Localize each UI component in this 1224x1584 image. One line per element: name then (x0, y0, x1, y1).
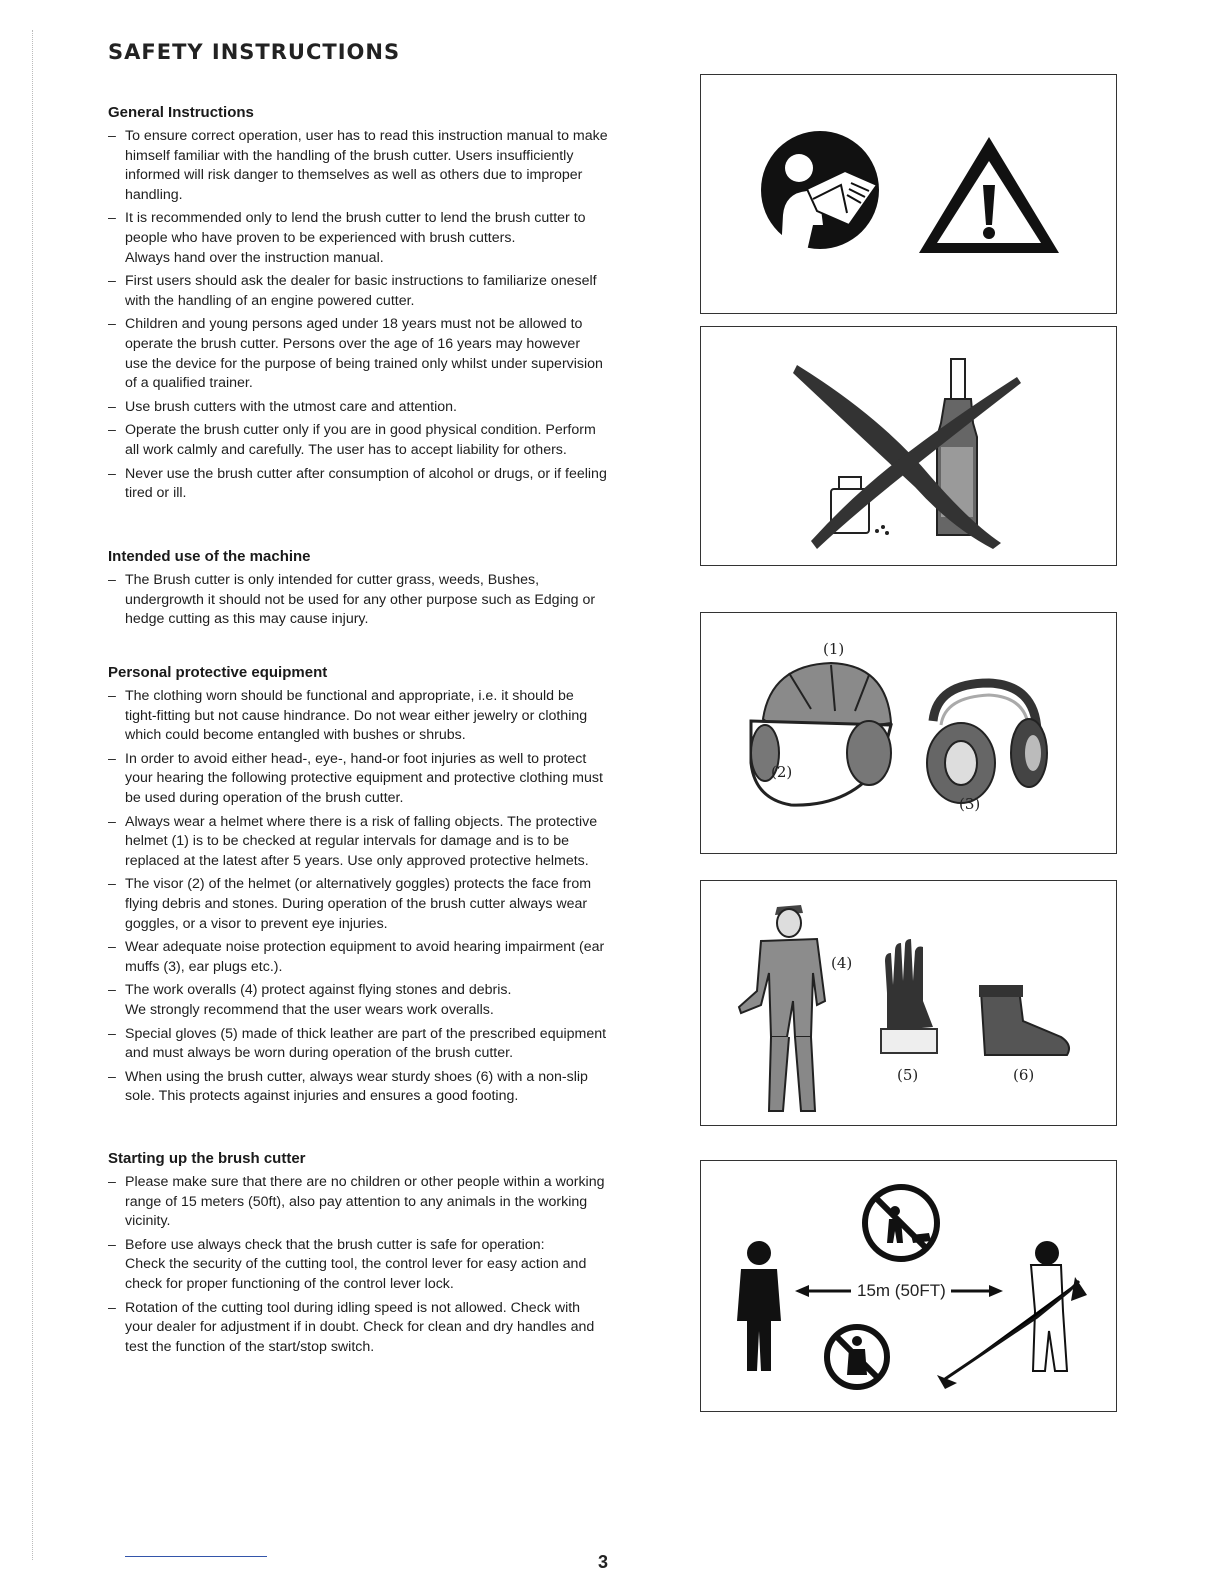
instruction-item (108, 981, 678, 1020)
bullet-dash: – (108, 465, 116, 482)
gloves-label: (5) (897, 1066, 919, 1084)
instruction-line: Always wear a helmet where there is a risk of falling objects. The protective (125, 813, 598, 830)
instruction-line: sole. This protects against injuries and ensures a good footing. (125, 1088, 519, 1105)
instruction-item (108, 209, 678, 268)
shoes-label: (6) (1013, 1066, 1035, 1084)
read-manual-icon (761, 131, 879, 253)
instruction-line: muffs (3), ear plugs etc.). (125, 958, 283, 975)
instruction-item (108, 938, 678, 977)
instruction-line: The Brush cutter is only intended for cutter grass, weeds, Bushes, (125, 572, 540, 588)
bullet-dash: – (108, 1068, 116, 1085)
instruction-item (108, 398, 678, 418)
instruction-line: Before use always check that the brush cutter is safe for operation: (125, 1236, 545, 1253)
instruction-item (108, 875, 678, 934)
bullet-dash: – (108, 813, 116, 830)
instruction-line: replaced at the latest after 5 years. Use only approved protective helmets. (125, 852, 589, 869)
instruction-line: First users should ask the dealer for basic instructions to familiarize oneself (125, 273, 597, 290)
instruction-line: your hearing the following protective equipment and protective clothing must (125, 770, 603, 787)
bullet-dash: – (108, 1299, 116, 1316)
instruction-line: be used during operation of the brush cutter. (125, 789, 404, 806)
instruction-line: range of 15 meters (50ft), also pay attention to any animals in the working (125, 1193, 588, 1210)
instruction-line: himself familiar with the handling of the brush cutter. Users insufficiently (125, 147, 574, 164)
instruction-line: undergrowth it should not be used for any other purpose such as Edging or (125, 591, 596, 608)
section-heading: General Instructions (108, 104, 254, 121)
instruction-line: To ensure correct operation, user has to read this instruction manual to make (125, 128, 608, 144)
instruction-line: of a qualified trainer. (125, 375, 253, 392)
bullet-dash: – (108, 876, 116, 893)
instruction-item (108, 1236, 678, 1295)
instruction-line: which could become entangled with bushes or shrubs. (125, 727, 466, 744)
instruction-line: operate the brush cutter. Persons over the age of 16 years may however (125, 335, 581, 352)
helmet-label: (1) (823, 640, 845, 658)
instruction-line: In order to avoid either head-, eye-, hand-or foot injuries as well to protect (125, 750, 587, 767)
bullet-dash: – (108, 750, 116, 767)
prohibition-cross-icon (793, 365, 1021, 549)
bullet-dash: – (108, 572, 116, 588)
bullet-dash: – (108, 398, 116, 415)
earmuffs-icon (927, 683, 1047, 803)
instruction-line: Operate the brush cutter only if you are in good physical condition. Perform (125, 422, 596, 439)
instruction-line: Special gloves (5) made of thick leather are part of the prescribed equipment (125, 1025, 607, 1042)
bullet-dash: – (108, 688, 116, 704)
instruction-line: The clothing worn should be functional and appropriate, i.e. it should be (125, 688, 574, 704)
instruction-line: helmet (1) is to be checked at regular intervals for damage and is to be (125, 833, 569, 850)
instruction-line: tired or ill. (125, 485, 187, 502)
figure-no-alcohol-drugs (700, 326, 1117, 566)
page-number: 3 (598, 1552, 609, 1572)
section-general-instructions (108, 104, 678, 508)
bullet-dash: – (108, 273, 116, 290)
earmuffs-label: (3) (959, 795, 981, 813)
section-heading: Intended use of the machine (108, 548, 311, 565)
instruction-line: Wear adequate noise protection equipment to avoid hearing impairment (ear (125, 939, 605, 956)
instruction-line: use the device for the purpose of being trained only whilst under supervision (125, 355, 603, 372)
instruction-line: Use brush cutters with the utmost care and attention. (125, 398, 457, 415)
instruction-item (108, 272, 678, 311)
instruction-line: It is recommended only to lend the brush cutter to lend the brush cutter to (125, 210, 586, 227)
instruction-line: We strongly recommend that the user wears work overalls. (125, 1001, 494, 1018)
instruction-item (108, 813, 678, 872)
instruction-line: informed will risk danger to themselves as well as others due to improper (125, 167, 583, 184)
no-person-sign-icon (827, 1327, 887, 1387)
helmet-with-visor-icon (751, 663, 891, 805)
section-starting-up (108, 1150, 678, 1361)
bullet-dash: – (108, 422, 116, 439)
instruction-line: goggles, or a visor to prevent eye injuries. (125, 915, 388, 932)
instruction-item (108, 1299, 678, 1358)
instruction-item (108, 315, 678, 393)
instruction-list (108, 687, 678, 1107)
bullet-dash: – (108, 1025, 116, 1042)
figure-read-manual-warning (700, 74, 1117, 314)
instruction-list (108, 1173, 678, 1357)
instruction-line: Rotation of the cutting tool during idling speed is not allowed. Check with (125, 1299, 581, 1316)
figure-graphic (701, 881, 1116, 1125)
overalls-label: (4) (831, 954, 853, 972)
bystander-icon (737, 1241, 781, 1371)
instruction-item (108, 750, 678, 809)
instruction-line: Check the security of the cutting tool, the control lever for easy action and (125, 1256, 587, 1273)
figure-working-distance (700, 1160, 1117, 1412)
bullet-dash: – (108, 1174, 116, 1190)
bullet-dash: – (108, 1236, 116, 1253)
bullet-dash: – (108, 939, 116, 956)
bullet-dash: – (108, 316, 116, 333)
bullet-dash: – (108, 210, 116, 227)
instruction-item (108, 1068, 678, 1107)
instruction-line: people who have proven to be experienced with brush cutters. (125, 229, 516, 246)
page-title: SAFETY INSTRUCTIONS (108, 40, 401, 64)
section-intended-use (108, 548, 678, 634)
figure-graphic (701, 613, 1116, 853)
bullet-dash: – (108, 982, 116, 999)
instruction-line: all work calmly and carefully. The user has to accept liability for others. (125, 441, 567, 458)
boot-icon (979, 985, 1069, 1055)
section-heading: Starting up the brush cutter (108, 1150, 306, 1167)
instruction-line: tight-fitting but not cause hindrance. Do not wear either jewelry or clothing (125, 707, 588, 724)
instruction-line: vicinity. (125, 1213, 171, 1230)
instruction-line: and must always be worn during operation of the brush cutter. (125, 1045, 514, 1062)
instruction-line: When using the brush cutter, always wear sturdy shoes (6) with a non-slip (125, 1068, 588, 1085)
instruction-item (108, 127, 678, 205)
instruction-item (108, 571, 678, 630)
instruction-line: with the handling of an engine powered cutter. (125, 292, 415, 309)
instruction-line: Please make sure that there are no children or other people within a working (125, 1174, 605, 1190)
instruction-line: handling. (125, 186, 183, 203)
instruction-line: Never use the brush cutter after consumption of alcohol or drugs, or if feeling (125, 465, 607, 482)
scan-margin-line (32, 30, 33, 1560)
instruction-list (108, 127, 678, 504)
instruction-line: flying debris and stones. During operation of the brush cutter always wear (125, 895, 588, 912)
distance-label: 15m (50FT) (857, 1281, 946, 1300)
instruction-line: your dealer for adjustment if in doubt. Check for clean and dry handles and (125, 1319, 595, 1336)
instruction-item (108, 465, 678, 504)
instruction-line: Children and young persons aged under 18 years must not be allowed to (125, 316, 583, 333)
glove-icon (881, 939, 937, 1053)
instruction-line: hedge cutting as this may cause injury. (125, 611, 369, 628)
section-personal-protective-equipment (108, 664, 678, 1111)
worker-overalls-icon (739, 905, 825, 1111)
instruction-line: test the function of the start/stop switch. (125, 1338, 375, 1355)
figure-graphic (701, 327, 1116, 565)
bullet-dash: – (108, 128, 116, 144)
footer-rule (125, 1556, 267, 1557)
instruction-line: The work overalls (4) protect against flying stones and debris. (125, 982, 512, 999)
warning-triangle-icon (919, 137, 1059, 253)
instruction-line: The visor (2) of the helmet (or alternatively goggles) protects the face from (125, 876, 592, 893)
section-heading: Personal protective equipment (108, 664, 328, 681)
figure-helmet-visor-earmuffs (700, 612, 1117, 854)
instruction-line: Always hand over the instruction manual. (125, 249, 384, 266)
instruction-list (108, 571, 678, 630)
instruction-line: check for proper functioning of the control lever lock. (125, 1275, 454, 1292)
instruction-item (108, 1025, 678, 1064)
instruction-item (108, 1173, 678, 1232)
no-children-sign-icon (865, 1187, 937, 1259)
visor-label: (2) (771, 763, 793, 781)
operator-with-brush-cutter-icon (937, 1241, 1087, 1389)
figure-overalls-gloves-shoes (700, 880, 1117, 1126)
figure-graphic (701, 75, 1116, 313)
instruction-item (108, 687, 678, 746)
instruction-item (108, 421, 678, 460)
